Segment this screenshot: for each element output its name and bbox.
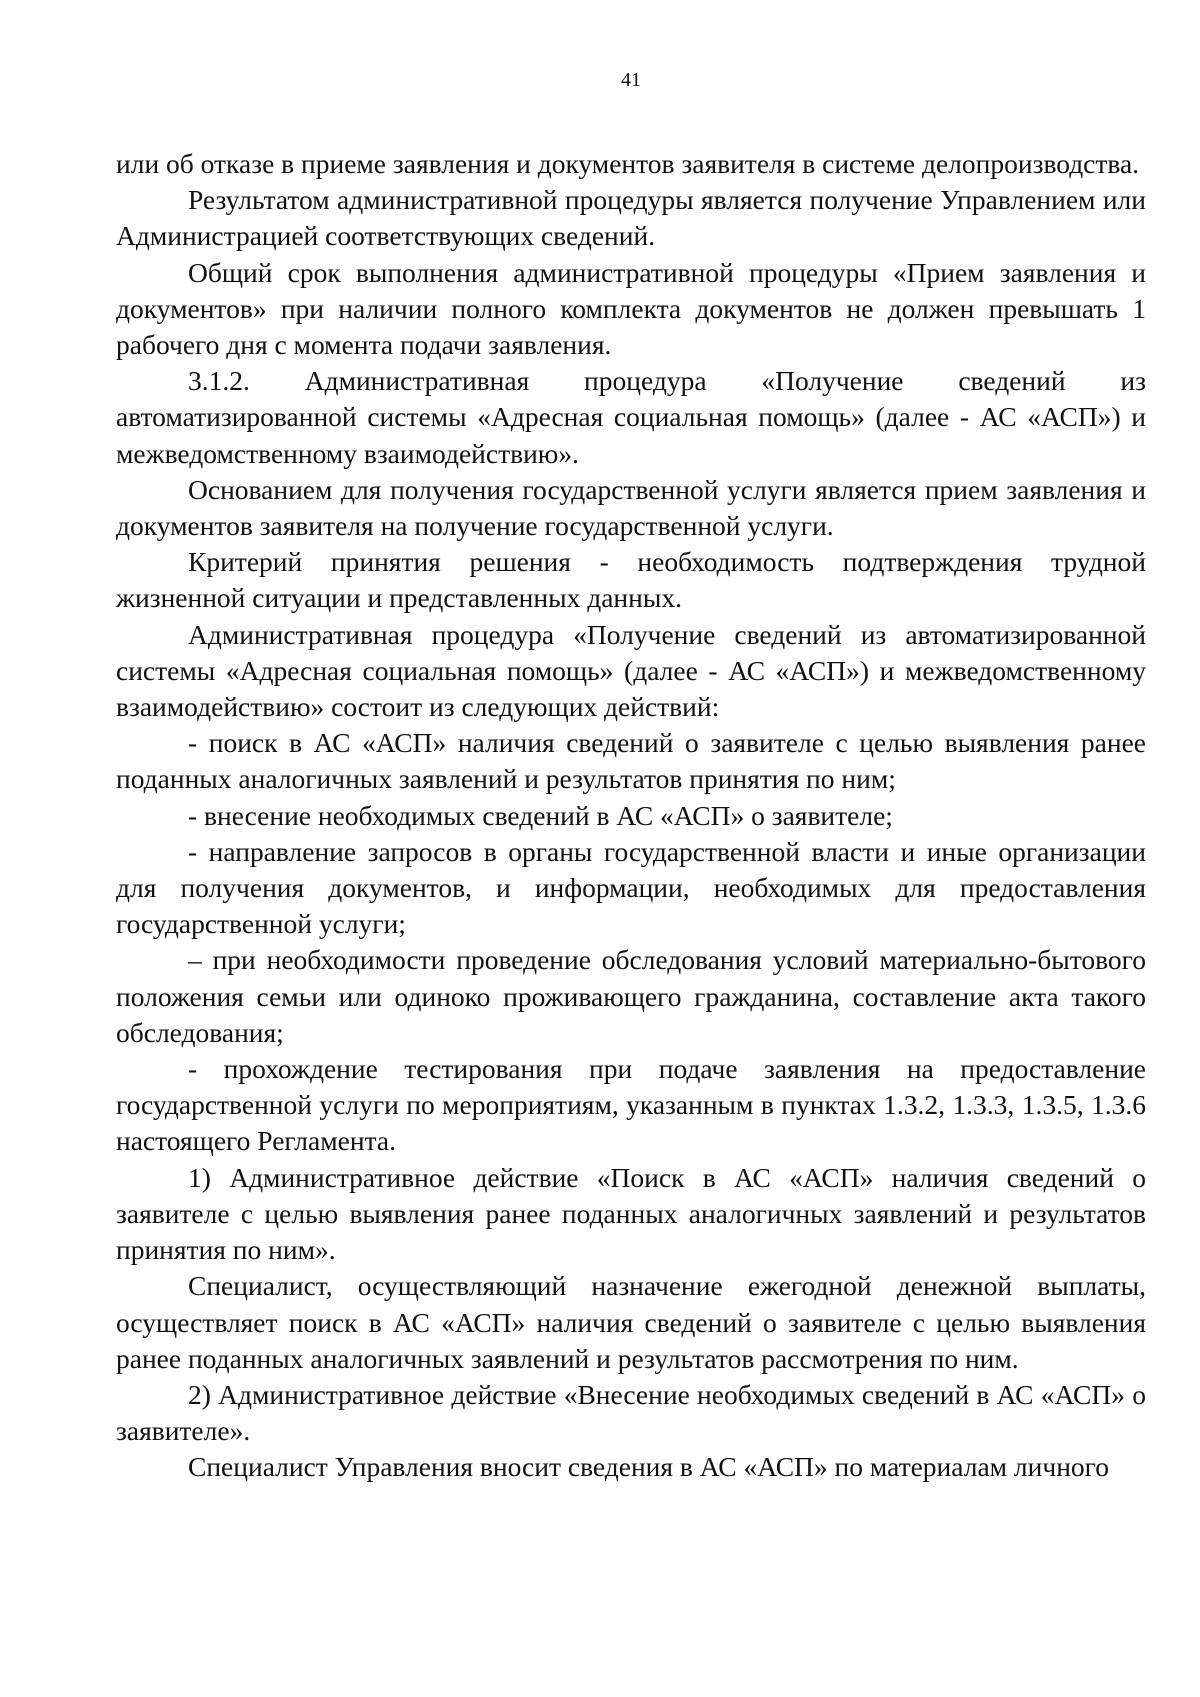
action-heading-2: 2) Административное действие «Внесение необходимых сведений в АС «АСП» о заявителе».: [116, 1378, 1146, 1447]
paragraph: Результатом административной процедуры является получение Управлением или Администрацией соответствующих сведений.: [116, 184, 1146, 252]
paragraph-continuation: или об отказе в приеме заявления и документов заявителя в системе делопроизводства.: [116, 148, 1140, 179]
paragraph: Административная процедура «Получение сведений из автоматизированной системы «Адресная социальная помощь» (далее - АС «АСП») и межведомственному взаимодействию» состоит из следующих действий:: [116, 618, 1146, 723]
list-item: - прохождение тестирования при подаче заявления на предоставление государственной услуги по мероприятиям, указанным в пунктах 1.3.2, 1.3.3, 1.3.5, 1.3.6 настоящего Регламента.: [116, 1053, 1146, 1157]
paragraph: Специалист, осуществляющий назначение ежегодной денежной выплаты, осуществляет поиск в АС «АСП» наличия сведений о заявителе с целью выявления ранее поданных аналогичных заявлений и результатов рассмотрения по ним.: [116, 1270, 1146, 1374]
list-item: - поиск в АС «АСП» наличия сведений о заявителе с целью выявления ранее поданных аналогичных заявлений и результатов принятия по ним;: [116, 727, 1146, 795]
paragraph: Критерий принятия решения - необходимость подтверждения трудной жизненной ситуации и представленных данных.: [116, 546, 1146, 614]
paragraph-cut-off: Специалист Управления вносит сведения в АС «АСП» по материалам личного: [188, 1451, 1110, 1483]
paragraph: Общий срок выполнения административной процедуры «Прием заявления и документов» при наличии полного комплекта документов не должен превышать 1 рабочего дня с момента подачи заявления.: [116, 256, 1146, 361]
section-heading-3-1-2: 3.1.2. Административная процедура «Получение сведений из автоматизированной системы «Адресная социальная помощь» (далее - АС «АСП») и межведомственному взаимодействию».: [116, 365, 1146, 469]
page-number: 41: [621, 69, 641, 91]
list-item: – при необходимости проведение обследования условий материально-бытового положения семьи или одиноко проживающего гражданина, составление акта такого обследования;: [116, 944, 1146, 1048]
document-body: [116, 146, 1146, 1486]
list-item: - направление запросов в органы государственной власти и иные организации для получения документов, и информации, необходимых для предоставления государственной услуги;: [116, 835, 1146, 940]
paragraph: Основанием для получения государственной услуги является прием заявления и документов заявителя на получение государственной услуги.: [116, 473, 1146, 542]
list-item: - внесение необходимых сведений в АС «АСП» о заявителе;: [188, 799, 893, 831]
action-heading-1: 1) Административное действие «Поиск в АС «АСП» наличия сведений о заявителе с целью выявления ранее поданных аналогичных заявлений и результатов принятия по ним».: [116, 1161, 1146, 1266]
